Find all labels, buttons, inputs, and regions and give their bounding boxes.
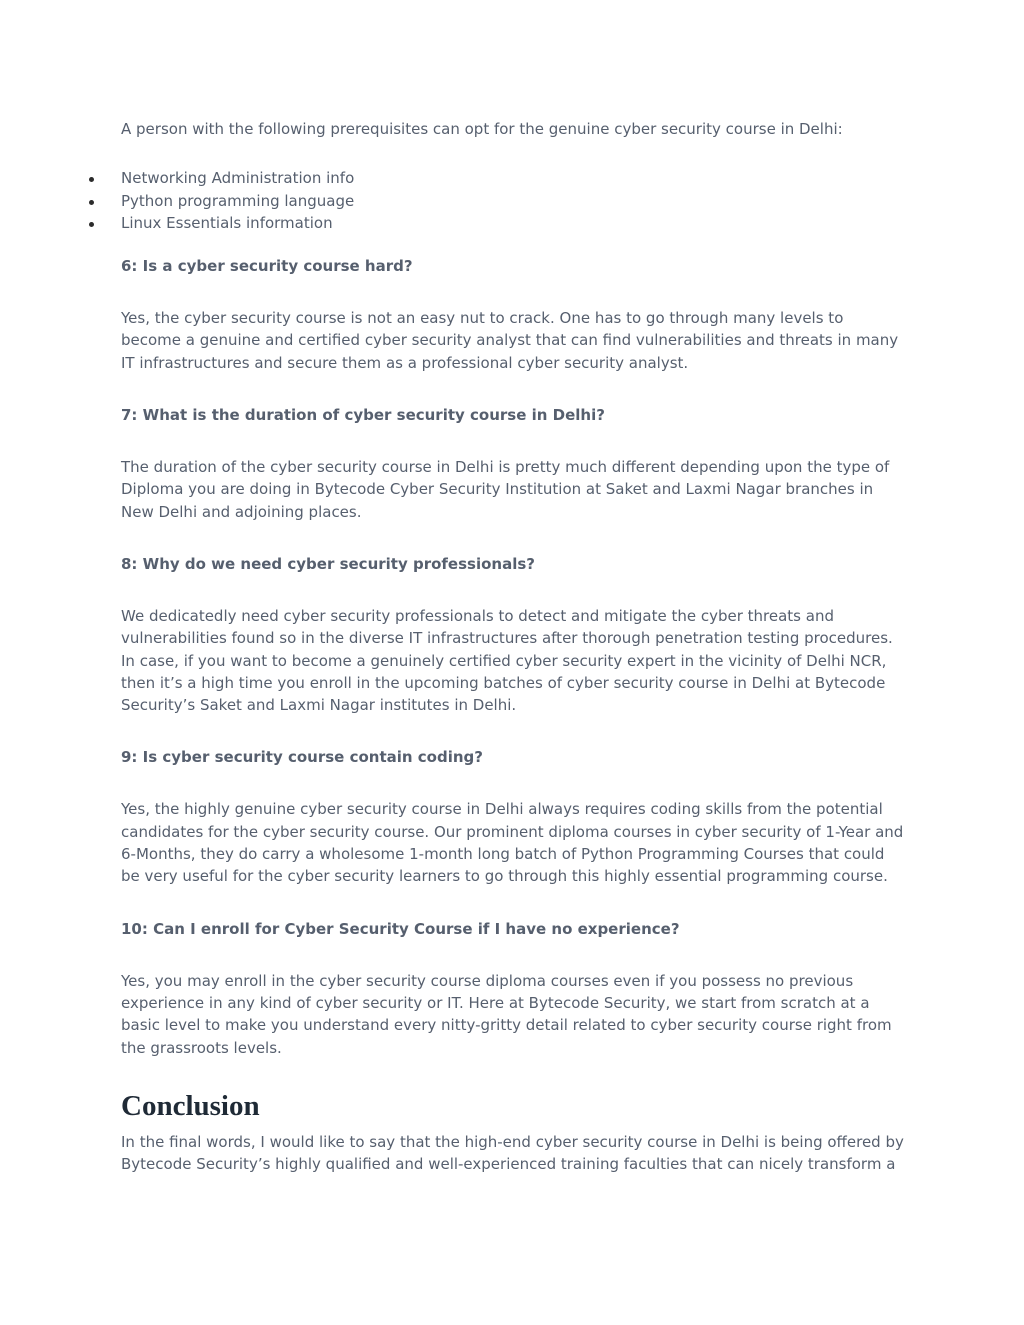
list-item: Networking Administration info bbox=[121, 167, 906, 189]
bullet-icon bbox=[89, 200, 94, 205]
faq-answer-9: Yes, the highly genuine cyber security course in Delhi always requires coding skills from the potential candidates for the cyber security course. Our prominent diploma courses in cyber security of 1-Year and 6-Months, they do carry a wholesome 1-month long batch of Python Programming Courses that could be very useful for the cyber security learners to go through this highly essential programming course. bbox=[121, 800, 904, 886]
intro-paragraph: A person with the following prerequisites can opt for the genuine cyber security course in Delhi: bbox=[121, 120, 843, 138]
faq-answer-6: Yes, the cyber security course is not an easy nut to crack. One has to go through many levels to become a genuine and certified cyber security analyst that can find vulnerabilities and threats in many IT infrastructures and secure them as a professional cyber security analyst. bbox=[121, 309, 899, 372]
faq-answer-8: We dedicatedly need cyber security professionals to detect and mitigate the cyber threats and vulnerabilities found so in the diverse IT infrastructures after thorough penetration testing procedures. In case, if you want to become a genuinely certified cyber security expert in the vicinity of Delhi NCR, then it’s a high time you enroll in the upcoming batches of cyber security course in Delhi at Bytecode Security’s Saket and Laxmi Nagar institutes in Delhi. bbox=[121, 606, 893, 715]
conclusion-paragraph: In the final words, I would like to say that the high-end cyber security course in Delhi is being offered by Bytecode Security’s highly qualified and well-experienced training faculties that can nicely transform a bbox=[121, 1132, 904, 1174]
faq-answer-10: Yes, you may enroll in the cyber security course diploma courses even if you possess no previous experience in any kind of cyber security or IT. Here at Bytecode Security, we start from scratch at a basic level to make you understand every nitty-gritty detail related to cyber security course right from the grassroots levels. bbox=[121, 971, 892, 1057]
list-item: Linux Essentials information bbox=[121, 212, 906, 234]
bullet-icon bbox=[89, 222, 94, 227]
bullet-icon bbox=[89, 177, 94, 182]
prerequisites-list bbox=[121, 167, 906, 234]
faq-question-7: 7: What is the duration of cyber security course in Delhi? bbox=[121, 406, 605, 425]
faq-answer-7: The duration of the cyber security course in Delhi is pretty much different depending upon the type of Diploma you are doing in Bytecode Cyber Security Institution at Saket and Laxmi Nagar branches in New Delhi and adjoining places. bbox=[121, 458, 890, 521]
conclusion-heading: Conclusion bbox=[121, 1089, 260, 1122]
document-page bbox=[121, 118, 906, 1175]
faq-question-6: 6: Is a cyber security course hard? bbox=[121, 257, 413, 276]
list-item: Python programming language bbox=[121, 190, 906, 212]
faq-question-10: 10: Can I enroll for Cyber Security Course if I have no experience? bbox=[121, 919, 680, 938]
faq-question-9: 9: Is cyber security course contain coding? bbox=[121, 748, 483, 767]
faq-question-8: 8: Why do we need cyber security professionals? bbox=[121, 554, 535, 573]
